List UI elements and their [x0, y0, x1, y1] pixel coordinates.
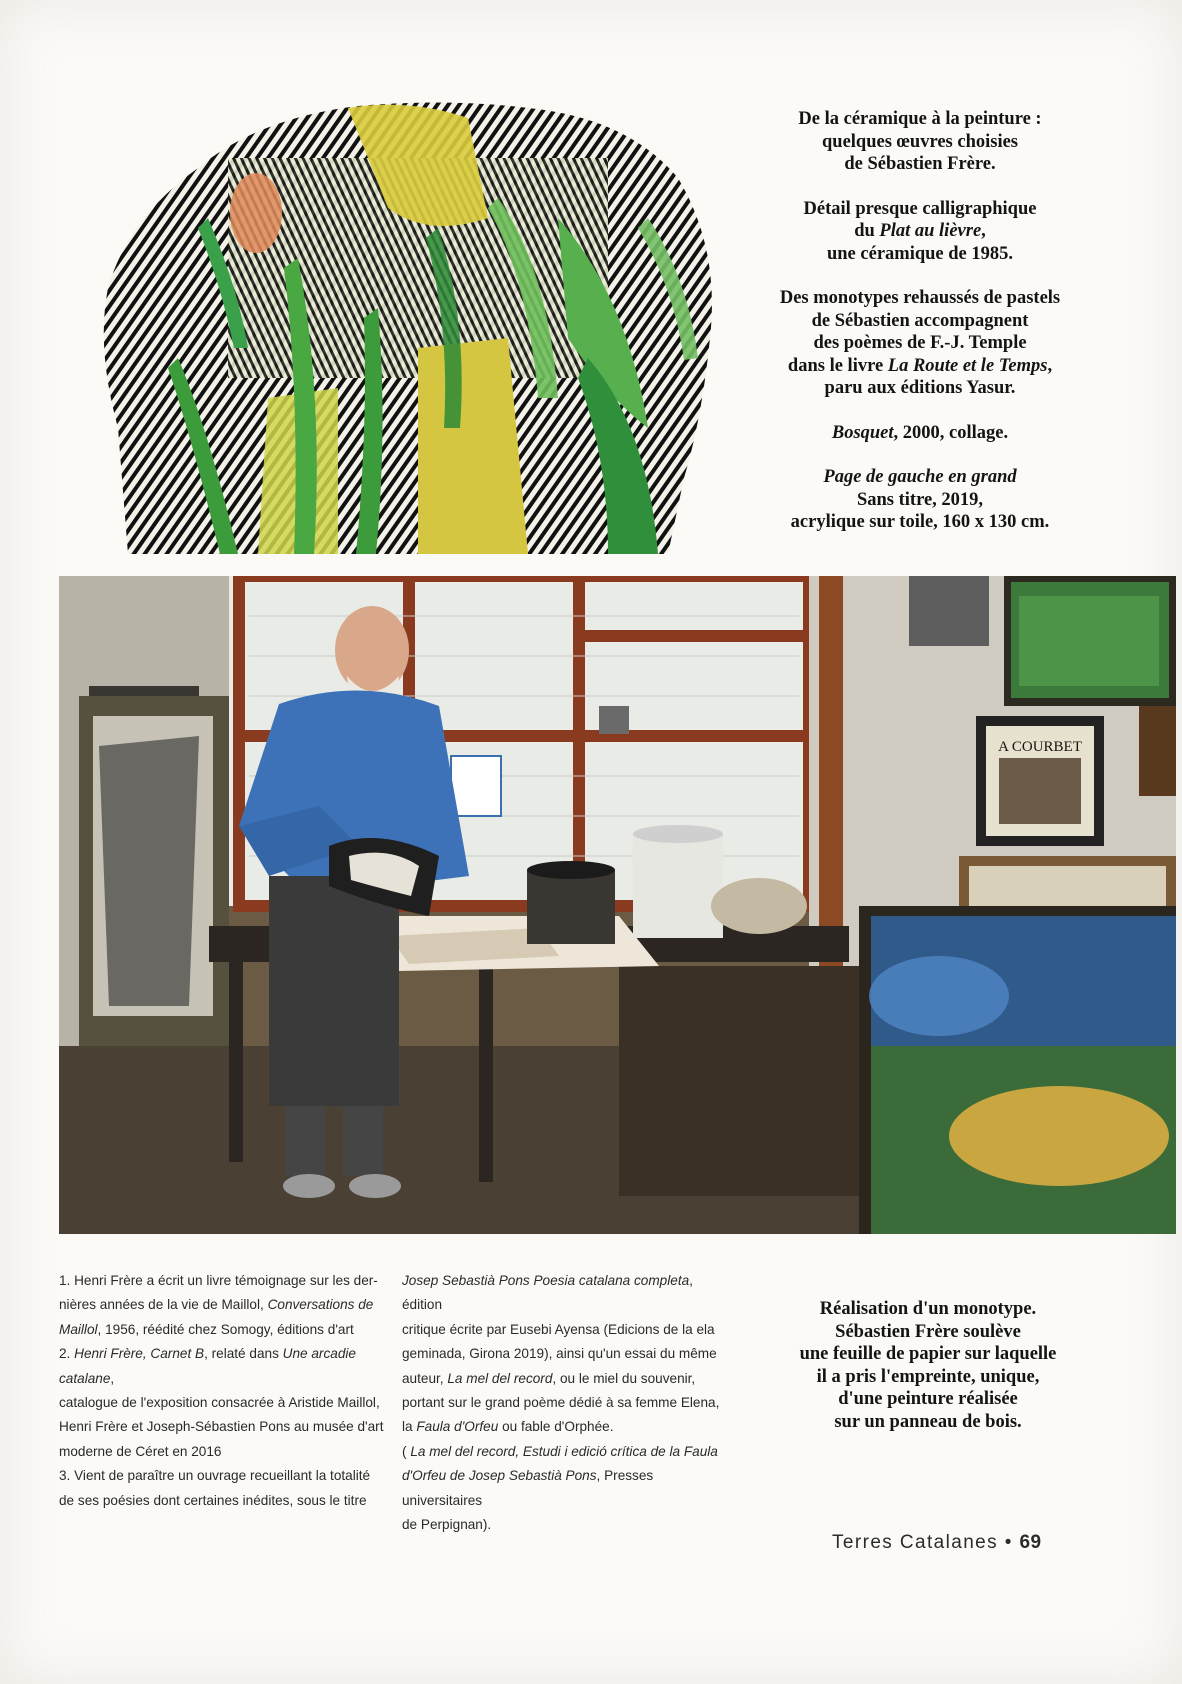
book-title: Une arcadie catalane: [59, 1346, 356, 1386]
footnote-text: 3. Vient de paraître un ouvrage recueillant la totalité: [59, 1468, 371, 1484]
courbet-poster-label: A COURBET: [998, 739, 1082, 755]
footnote-text: la: [402, 1419, 417, 1435]
footnote-text: critique écrite par Eusebi Ayensa (Edicions de la ela: [402, 1321, 715, 1337]
caption-left-page: [740, 466, 1100, 534]
footnote-text: , ou le miel du souvenir,: [552, 1370, 696, 1386]
caption-line: Sans titre, 2019,: [856, 489, 984, 510]
caption-line: [740, 466, 1100, 489]
book-title: Maillol: [59, 1321, 98, 1337]
caption-line: paru aux éditions Yasur.: [824, 378, 1016, 398]
book-title: La mel del record: [447, 1370, 553, 1386]
footnote-text: geminada, Girona 2019), ainsi qu'un essai du même: [402, 1346, 717, 1362]
caption-line: [740, 422, 1100, 445]
footnote-text: , édition: [402, 1273, 693, 1313]
caption-line: Sébastien Frère soulève: [835, 1321, 1021, 1342]
caption-line: des poèmes de F.-J. Temple: [813, 333, 1027, 353]
caption-monotypes: [740, 287, 1100, 400]
magazine-name: Terres Catalanes: [832, 1532, 999, 1553]
footnote-2: [59, 1342, 397, 1464]
footnote-text: Henri Frère et Joseph-Sébastien Pons au musée d'art: [59, 1419, 384, 1435]
caption-text: ,: [1047, 355, 1053, 376]
caption-line: une céramique de 1985.: [826, 243, 1013, 264]
footnote-text: , relaté dans: [204, 1346, 283, 1362]
footnote-text: nières années de la vie de Maillol,: [59, 1297, 268, 1313]
footnote-text: 2.: [59, 1346, 75, 1362]
footnote-3-continued: [402, 1269, 732, 1537]
footnote-text: catalogue de l'exposition consacrée à Aristide Maillol,: [59, 1395, 380, 1411]
caption-detail: [740, 198, 1100, 266]
caption-line: [740, 355, 1100, 378]
caption-line: quelques œuvres choisies: [822, 131, 1018, 152]
folio-separator: •: [1004, 1532, 1013, 1553]
caption-intro: [740, 108, 1100, 176]
footnote-1: [59, 1269, 397, 1342]
photo-caption: [760, 1298, 1096, 1433]
caption-line: Détail presque calligraphique: [803, 198, 1037, 219]
footnotes-column-middle: [402, 1269, 732, 1537]
caption-line: de Sébastien accompagnent: [811, 310, 1029, 331]
footnote-text: moderne de Céret en 2016: [59, 1443, 222, 1459]
book-title: La Route et le Temps: [887, 355, 1048, 376]
book-title: Henri Frère, Carnet B: [74, 1346, 205, 1362]
caption-text: , 2000, collage.: [893, 422, 1009, 443]
caption-line: Des monotypes rehaussés de pastels: [779, 288, 1061, 308]
footnote-text: de ses poésies dont certaines inédites, sous le titre: [59, 1492, 367, 1508]
footnote-text: (: [402, 1443, 411, 1459]
footnotes-column-left: [59, 1269, 397, 1513]
caption-text: dans le livre: [787, 355, 888, 376]
page-number: 69: [1019, 1532, 1042, 1553]
caption-line: sur un panneau de bois.: [834, 1411, 1022, 1432]
artwork-caption: [740, 108, 1100, 556]
page-folio: [832, 1532, 1042, 1554]
footnote-text: , Presses universitaires: [402, 1468, 654, 1508]
caption-line: De la céramique à la peinture :: [798, 109, 1042, 129]
bosquet-collage-image: [88, 98, 728, 554]
book-title: Conversations de: [267, 1297, 374, 1313]
artwork-title: Bosquet: [831, 422, 894, 443]
footnote-3: [59, 1464, 397, 1513]
artwork-title: Plat au lièvre: [879, 221, 982, 241]
footnote-text: ou fable d'Orphée.: [498, 1419, 614, 1435]
footnote-text: de Perpignan).: [402, 1517, 492, 1533]
book-title: Faula d'Orfeu: [416, 1419, 499, 1435]
book-title: La mel del record, Estudi i edició crítica de la Faula: [410, 1443, 718, 1459]
caption-line: une feuille de papier sur laquelle: [799, 1344, 1057, 1364]
footnote-text: 1. Henri Frère a écrit un livre témoignage sur les der-: [59, 1273, 378, 1288]
book-title: d'Orfeu de Josep Sebastià Pons: [402, 1468, 597, 1484]
studio-photo: [59, 576, 1176, 1234]
book-title: Josep Sebastià Pons Poesia catalana completa: [402, 1273, 690, 1288]
caption-text: du: [854, 221, 880, 241]
caption-line: [740, 220, 1100, 243]
caption-line: il a pris l'empreinte, unique,: [816, 1366, 1040, 1387]
caption-line: de Sébastien Frère.: [844, 154, 996, 174]
footnote-text: portant sur le grand poème dédié à sa femme Elena,: [402, 1395, 720, 1411]
caption-italic: Page de gauche en grand: [823, 467, 1017, 487]
footnote-text: ,: [110, 1370, 115, 1386]
caption-text: ,: [981, 221, 986, 241]
caption-line: acrylique sur toile, 160 x 130 cm.: [790, 512, 1050, 532]
caption-line: Réalisation d'un monotype.: [819, 1299, 1037, 1319]
footnote-text: auteur,: [402, 1370, 448, 1386]
caption-bosquet: [740, 422, 1100, 445]
caption-line: d'une peinture réalisée: [838, 1389, 1018, 1409]
footnote-text: , 1956, réédité chez Somogy, éditions d'art: [97, 1321, 354, 1337]
